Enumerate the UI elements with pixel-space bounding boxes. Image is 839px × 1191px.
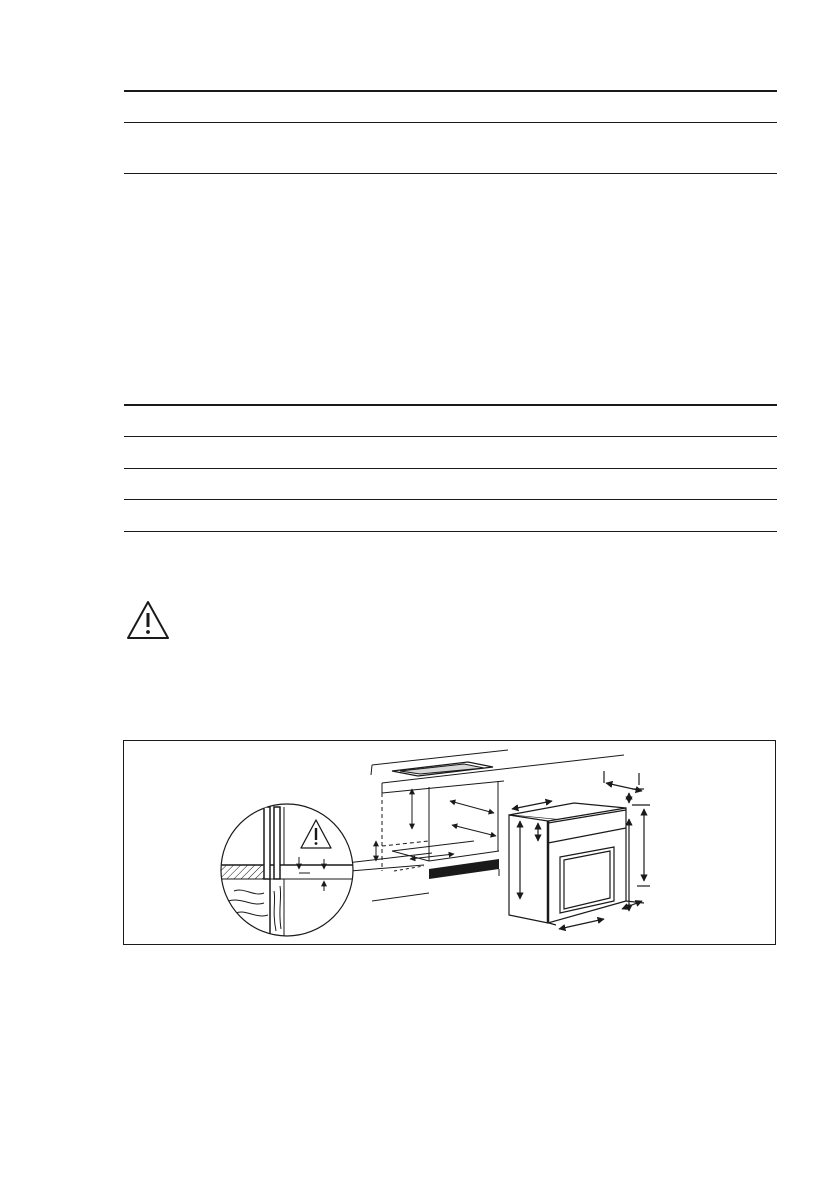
oven-installation-diagram [124,741,777,946]
table-bottom-rule [124,173,777,174]
table-bottom-rule [124,531,777,532]
table-row [124,406,777,436]
table-row [124,469,777,499]
table-row [124,92,777,122]
table-row [124,437,777,467]
data-table-1 [124,90,777,174]
data-table-2 [124,404,777,532]
warning-triangle-icon [126,600,170,640]
table-row [124,500,777,530]
installation-figure [123,740,776,945]
table-row [124,123,777,173]
